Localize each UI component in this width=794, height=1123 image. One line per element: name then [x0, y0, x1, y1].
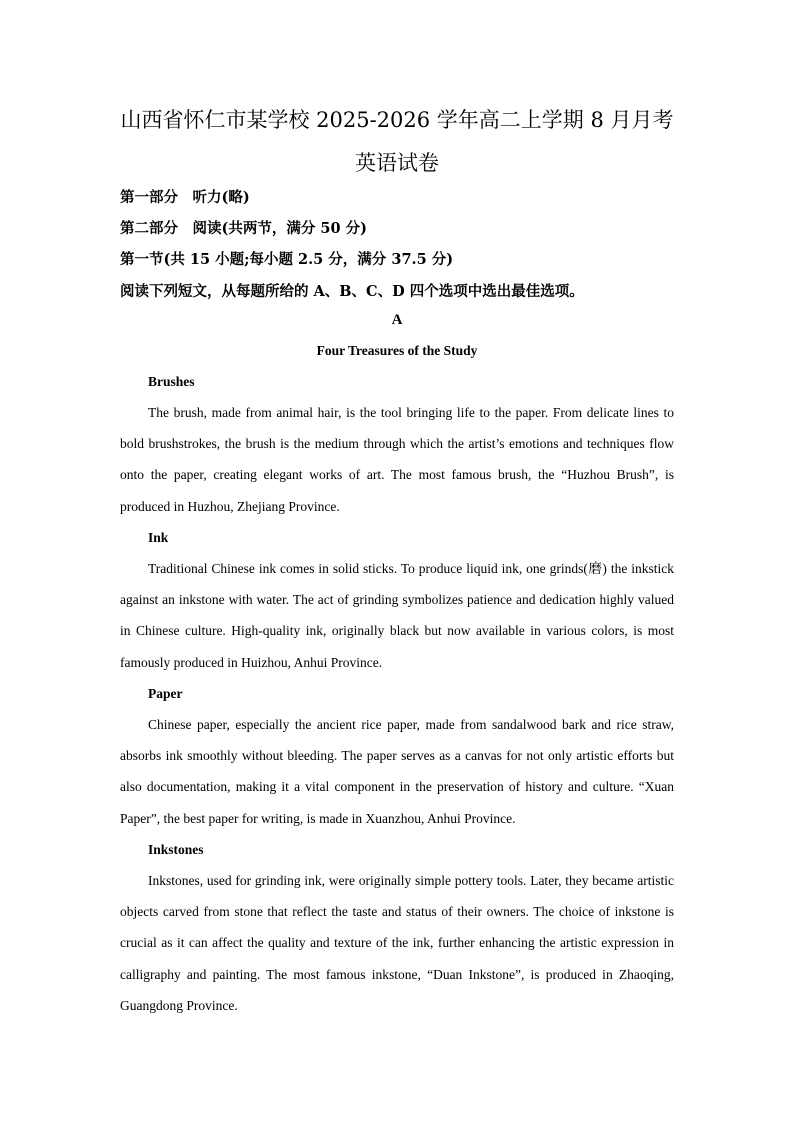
paper-heading: Paper — [148, 686, 183, 701]
exam-title: 山西省怀仁市某学校 2025-2026 学年高二上学期 8 月月考 — [120, 108, 674, 132]
brushes-paragraph: The brush, made from animal hair, is the tool bringing life to the paper. From delicate lines to bold brushstrokes, the brush is the medium through which the artist’s emotions and techniques flow onto the paper, creating elegant works of art. The most famous brush, the “Huzhou Brush”, is produced in Huzhou, Zhejiang Province. — [120, 405, 674, 514]
part-one-heading: 第一部分 听力(略) — [120, 189, 250, 206]
exam-subject: 英语试卷 — [355, 151, 439, 175]
paper-paragraph: Chinese paper, especially the ancient rice paper, made from sandalwood bark and rice straw, absorbs ink smoothly without bleeding. The paper serves as a canvas for not only artistic efforts but also documentation, making it a vital component in the preservation of history and culture. “Xuan Paper”, the best paper for writing, is made in Xuanzhou, Anhui Province. — [120, 717, 674, 826]
reading-instruction: 阅读下列短文，从每题所给的 A、B、C、D 四个选项中选出最佳选项。 — [120, 283, 584, 300]
section-one-heading: 第一节(共 15 小题;每小题 2.5 分，满分 37.5 分) — [120, 251, 454, 268]
part-two-heading: 第二部分 阅读(共两节，满分 50 分) — [120, 220, 367, 237]
ink-paragraph: Traditional Chinese ink comes in solid sticks. To produce liquid ink, one grinds(磨) the inkstick against an inkstone with water. The act of grinding symbolizes patience and dedication highly valued in Chinese culture. High-quality ink, originally black but now available in various colors, is most famously produced in Huizhou, Anhui Province. — [120, 561, 674, 670]
inkstones-paragraph: Inkstones, used for grinding ink, were originally simple pottery tools. Later, they became artistic objects carved from stone that reflect the taste and status of their owners. The choice of inkstone is crucial as it can affect the quality and texture of the ink, further enhancing the artistic expression in calligraphy and painting. The most famous inkstone, “Duan Inkstone”, is produced in Zhaoqing, Guangdong Province. — [120, 873, 674, 1013]
inkstones-heading: Inkstones — [148, 842, 204, 857]
ink-heading: Ink — [148, 530, 169, 545]
passage-title: Four Treasures of the Study — [316, 343, 478, 358]
brushes-heading: Brushes — [148, 374, 195, 389]
passage-letter: A — [391, 312, 403, 328]
